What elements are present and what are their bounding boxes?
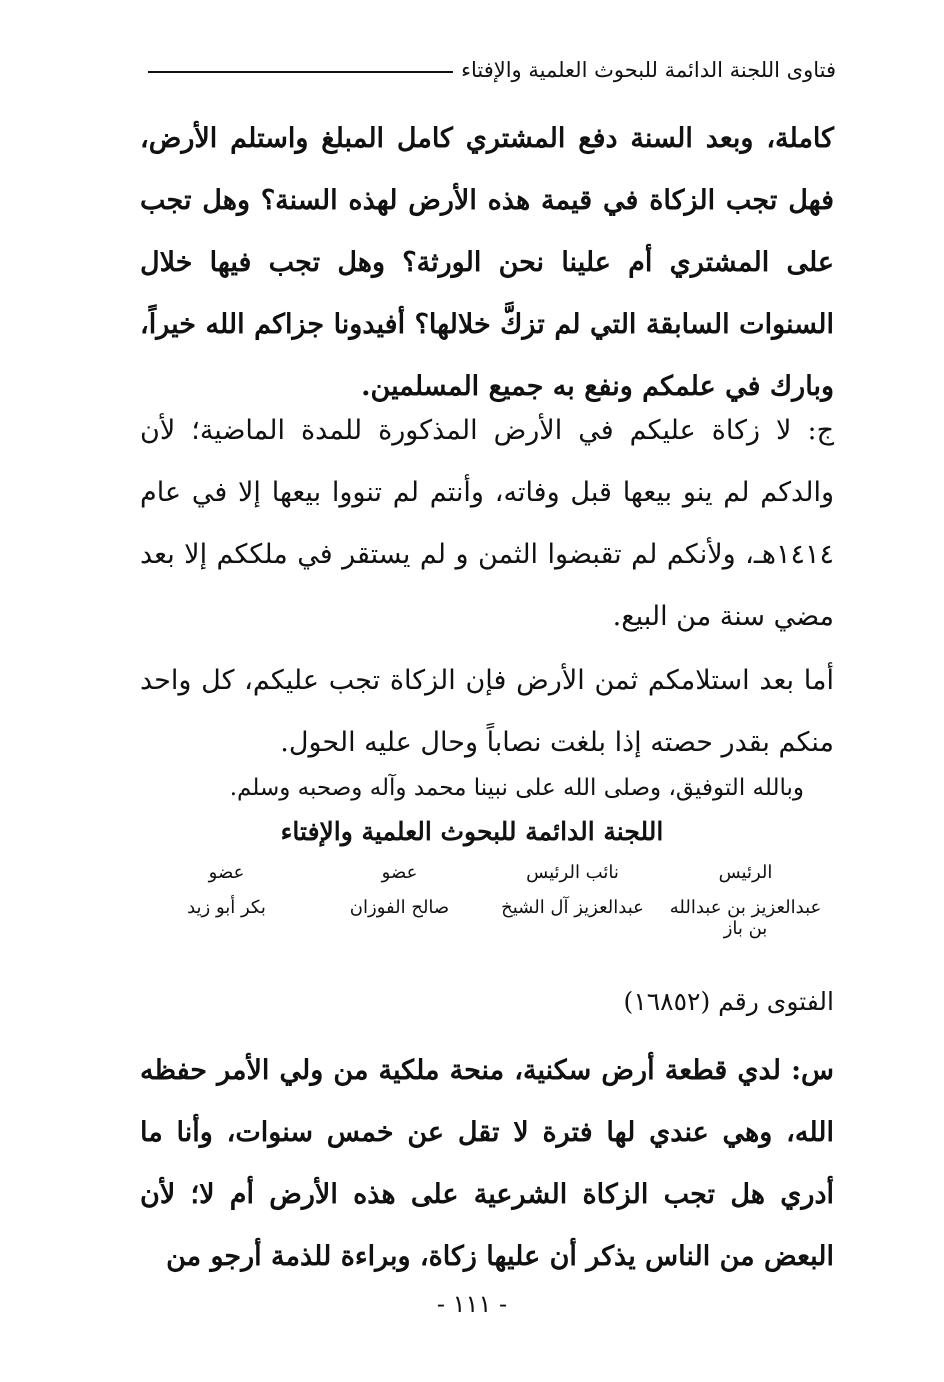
signatures-table [140, 862, 832, 939]
header-rule [148, 71, 453, 73]
running-header [148, 58, 836, 82]
signatory-name: عبدالعزيز بن عبدالله بن باز [669, 897, 822, 939]
signatory-name: بكر أبو زيد [187, 897, 266, 918]
question-2-text: س: لدي قطعة أرض سكنية، منحة ملكية من ولي الأمر حفظه الله، وهي عندي لها فترة لا تقل عن خمس سنوات، وأنا ما أدري هل تجب الزكاة الشرعية على هذه الأرض أم لا؛ لأن البعض من الناس يذكر أن عليها زكاة، وبراءة للذمة أرجو من [140, 1055, 834, 1272]
running-title: فتاوى اللجنة الدائمة للبحوث العلمية والإفتاء [461, 58, 836, 82]
signatory-role: نائب الرئيس [526, 862, 619, 883]
answer-1-text: ج: لا زكاة عليكم في الأرض المذكورة للمدة الماضية؛ لأن والدكم لم ينو بيعها قبل وفاته، وأنتم لم تنووا بيعها إلا في عام ١٤١٤هـ، ولأنكم لم تقبضوا الثمن و لم يستقر في ملككم إلا بعد مضي سنة من البيع. [140, 415, 834, 632]
signatory-role: الرئيس [718, 862, 773, 883]
signatory-name: عبدالعزيز آل الشيخ [501, 897, 644, 918]
answer-2-text: أما بعد استلامكم ثمن الأرض فإن الزكاة تجب عليكم، كل واحد منكم بقدر حصته إذا بلغت نصاباً وحال عليه الحول. [140, 665, 834, 758]
question-1-text: كاملة، وبعد السنة دفع المشتري كامل المبلغ واستلم الأرض، فهل تجب الزكاة في قيمة هذه الأرض لهذه السنة؟ وهل تجب على المشتري أم علينا نحن الورثة؟ وهل تجب فيها خلال السنوات السابقة التي لم تزكَّ خلالها؟ أفيدونا جزاكم الله خيراً، وبارك في علمكم ونفع به جميع المسلمين. [140, 123, 834, 402]
committee-name: اللجنة الدائمة للبحوث العلمية والإفتاء [280, 817, 664, 846]
signatory-role: عضو [381, 862, 418, 883]
closing-formula: وبالله التوفيق، وصلى الله على نبينا محمد وآله وصحبه وسلم. [229, 775, 804, 801]
signatory-name: صالح الفوزان [349, 897, 450, 918]
signatory-role: عضو [208, 862, 245, 883]
fatwa-number: الفتوى رقم (١٦٨٥٢) [623, 987, 834, 1016]
page-number: - ١١١ - [436, 1290, 508, 1318]
